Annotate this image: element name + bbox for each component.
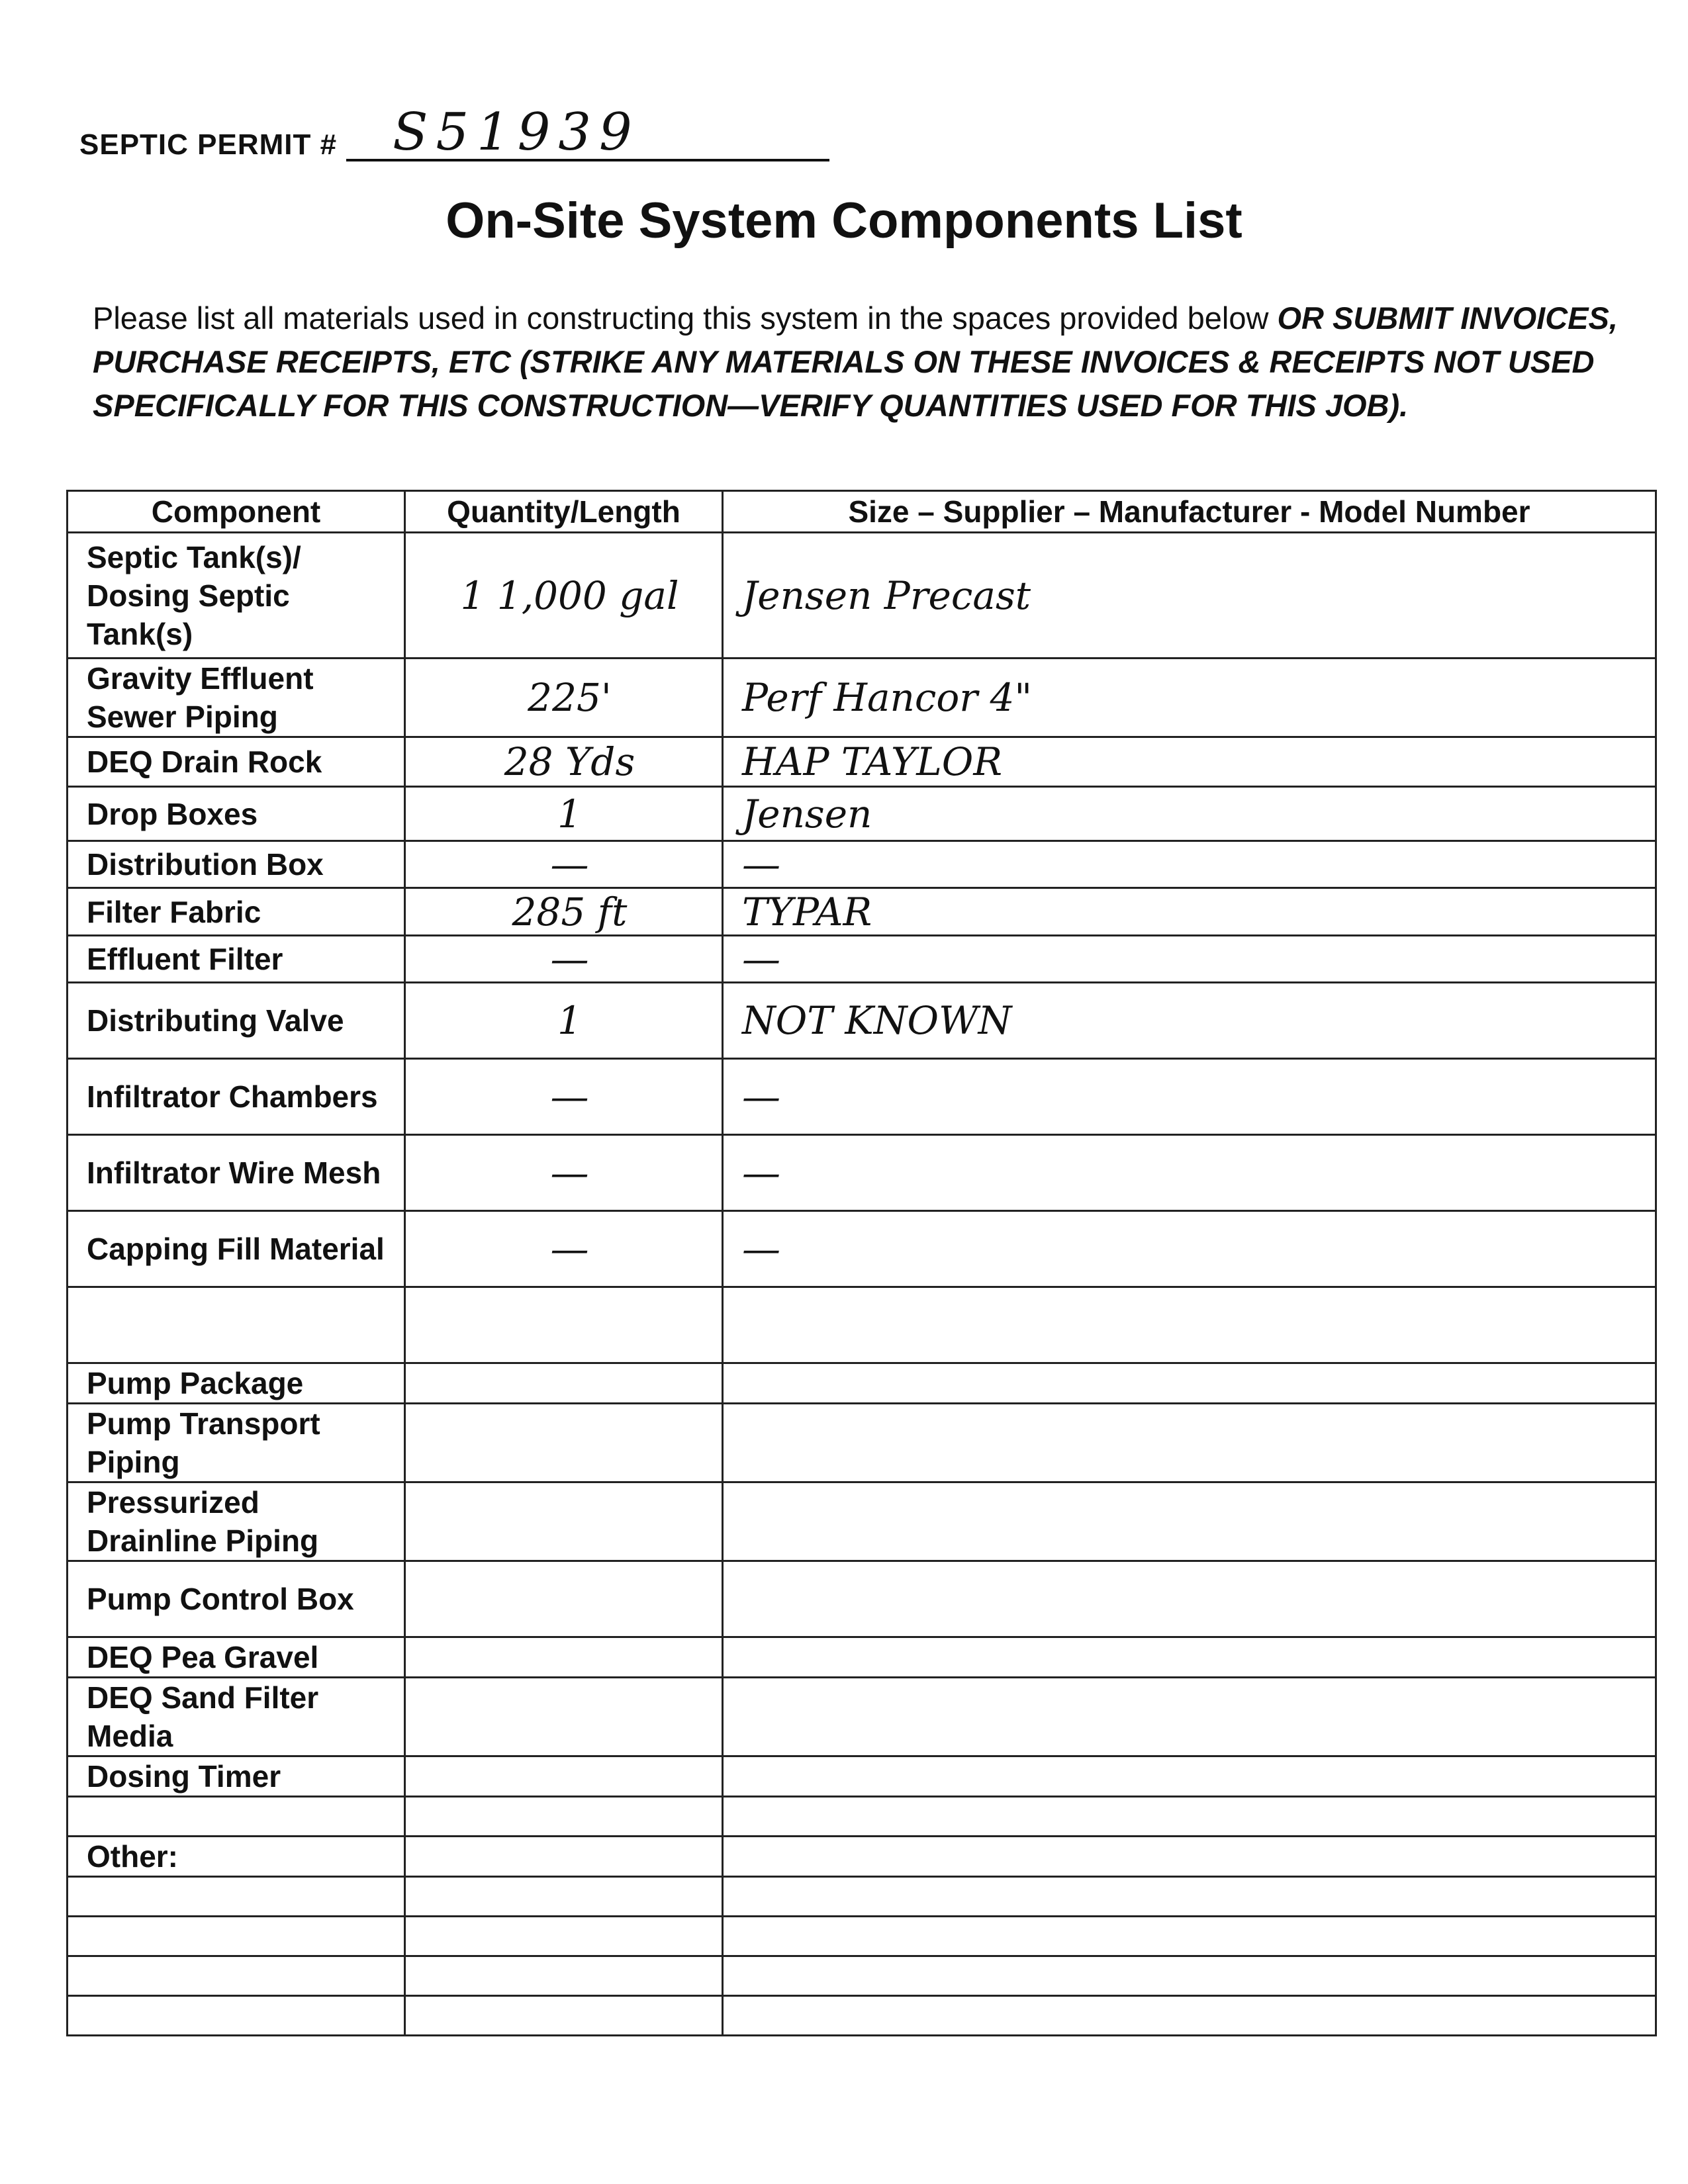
- quantity-cell[interactable]: [405, 1956, 723, 1996]
- component-name: Infiltrator Wire Mesh: [68, 1135, 405, 1211]
- details-cell[interactable]: [723, 1482, 1656, 1561]
- component-name: Capping Fill Material: [68, 1211, 405, 1287]
- details-cell[interactable]: [723, 1363, 1656, 1404]
- component-name: Infiltrator Chambers: [68, 1059, 405, 1135]
- table-row: [68, 1135, 1656, 1211]
- component-name: [68, 1797, 405, 1837]
- permit-label: SEPTIC PERMIT #: [79, 128, 338, 161]
- quantity-cell[interactable]: [405, 1363, 723, 1404]
- component-name: [68, 1877, 405, 1917]
- quantity-cell[interactable]: [405, 1678, 723, 1756]
- table-row: [68, 1482, 1656, 1561]
- component-name: [68, 1996, 405, 2036]
- table-row: [68, 1996, 1656, 2036]
- table-row: [68, 1837, 1656, 1877]
- table-row: [68, 1956, 1656, 1996]
- details-cell[interactable]: [723, 1404, 1656, 1482]
- details-cell[interactable]: [723, 1996, 1656, 2036]
- component-name: Distributing Valve: [68, 983, 405, 1059]
- details-cell[interactable]: [723, 1637, 1656, 1678]
- instructions: [93, 296, 1642, 428]
- component-name: Pressurized Drainline Piping: [68, 1482, 405, 1561]
- details-cell[interactable]: —: [723, 1135, 1656, 1211]
- component-name: DEQ Pea Gravel: [68, 1637, 405, 1678]
- table-row: [68, 936, 1656, 983]
- component-name: [68, 1917, 405, 1956]
- component-name: [68, 1287, 405, 1363]
- instructions-emphasis: OR SUBMIT INVOICES, PURCHASE RECEIPTS, ETC (STRIKE ANY MATERIALS ON THESE INVOICES & RECEIPTS NOT USED SPECIFICALLY FOR THIS CONSTRUCTION—VERIFY QUANTITIES USED FOR THIS JOB).: [93, 300, 1618, 423]
- component-name: Other:: [68, 1837, 405, 1877]
- table-row: [68, 1287, 1656, 1363]
- component-name: Gravity Effluent Sewer Piping: [68, 659, 405, 737]
- table-row: [68, 737, 1656, 787]
- form-title: On-Site System Components List: [445, 193, 1243, 249]
- table-body: [68, 533, 1656, 2036]
- details-cell[interactable]: TYPAR: [723, 888, 1656, 936]
- details-cell[interactable]: —: [723, 1059, 1656, 1135]
- table-row: [68, 888, 1656, 936]
- details-cell[interactable]: [723, 1877, 1656, 1917]
- column-header-component: Component: [68, 491, 405, 533]
- details-cell[interactable]: [723, 1837, 1656, 1877]
- quantity-cell[interactable]: 1 1,000 gal: [405, 533, 723, 659]
- details-cell[interactable]: [723, 1797, 1656, 1837]
- details-cell[interactable]: Jensen Precast: [723, 533, 1656, 659]
- column-header-details: Size – Supplier – Manufacturer - Model Number: [723, 491, 1656, 533]
- component-name: Pump Transport Piping: [68, 1404, 405, 1482]
- components-table: [66, 490, 1657, 2036]
- quantity-cell[interactable]: [405, 1996, 723, 2036]
- quantity-cell[interactable]: —: [405, 1135, 723, 1211]
- component-name: DEQ Sand Filter Media: [68, 1678, 405, 1756]
- quantity-cell[interactable]: [405, 1756, 723, 1797]
- details-cell[interactable]: NOT KNOWN: [723, 983, 1656, 1059]
- component-name: DEQ Drain Rock: [68, 737, 405, 787]
- component-name: Pump Package: [68, 1363, 405, 1404]
- component-name: Septic Tank(s)/ Dosing Septic Tank(s): [68, 533, 405, 659]
- quantity-cell[interactable]: [405, 1637, 723, 1678]
- instructions-lead: Please list all materials used in constructing this system in the spaces provided below: [93, 300, 1278, 336]
- details-cell[interactable]: [723, 1678, 1656, 1756]
- table-row: [68, 1877, 1656, 1917]
- quantity-cell[interactable]: [405, 1561, 723, 1637]
- component-name: Dosing Timer: [68, 1756, 405, 1797]
- quantity-cell[interactable]: 225': [405, 659, 723, 737]
- component-name: Effluent Filter: [68, 936, 405, 983]
- table-row: [68, 1404, 1656, 1482]
- table-row: [68, 533, 1656, 659]
- quantity-cell[interactable]: [405, 1287, 723, 1363]
- quantity-cell[interactable]: [405, 1837, 723, 1877]
- component-name: Filter Fabric: [68, 888, 405, 936]
- table-row: [68, 1363, 1656, 1404]
- table-row: [68, 787, 1656, 841]
- table-row: [68, 1678, 1656, 1756]
- component-name: Distribution Box: [68, 841, 405, 888]
- table-row: [68, 1561, 1656, 1637]
- table-row: [68, 983, 1656, 1059]
- table-row: [68, 841, 1656, 888]
- column-header-quantity: Quantity/Length: [405, 491, 723, 533]
- table-row: [68, 1756, 1656, 1797]
- component-name: [68, 1956, 405, 1996]
- quantity-cell[interactable]: —: [405, 1211, 723, 1287]
- details-cell[interactable]: Perf Hancor 4": [723, 659, 1656, 737]
- details-cell[interactable]: HAP TAYLOR: [723, 737, 1656, 787]
- quantity-cell[interactable]: 1: [405, 983, 723, 1059]
- details-cell[interactable]: [723, 1956, 1656, 1996]
- details-cell[interactable]: —: [723, 936, 1656, 983]
- quantity-cell[interactable]: 285 ft: [405, 888, 723, 936]
- table-header-row: [68, 491, 1656, 533]
- quantity-cell[interactable]: [405, 1797, 723, 1837]
- quantity-cell[interactable]: [405, 1404, 723, 1482]
- details-cell[interactable]: [723, 1917, 1656, 1956]
- quantity-cell[interactable]: —: [405, 841, 723, 888]
- component-name: Drop Boxes: [68, 787, 405, 841]
- table-row: [68, 1059, 1656, 1135]
- quantity-cell[interactable]: [405, 1482, 723, 1561]
- table-row: [68, 1637, 1656, 1678]
- quantity-cell[interactable]: [405, 1917, 723, 1956]
- table-row: [68, 1917, 1656, 1956]
- table-row: [68, 1797, 1656, 1837]
- details-cell[interactable]: —: [723, 841, 1656, 888]
- quantity-cell[interactable]: 28 Yds: [405, 737, 723, 787]
- details-cell[interactable]: [723, 1287, 1656, 1363]
- details-cell[interactable]: [723, 1561, 1656, 1637]
- permit-number-field[interactable]: S51939: [346, 106, 829, 161]
- component-name: Pump Control Box: [68, 1561, 405, 1637]
- quantity-cell[interactable]: 1: [405, 787, 723, 841]
- details-cell[interactable]: Jensen: [723, 787, 1656, 841]
- table-row: [68, 1211, 1656, 1287]
- details-cell[interactable]: [723, 1756, 1656, 1797]
- table-row: [68, 659, 1656, 737]
- permit-number-line: [79, 103, 829, 162]
- details-cell[interactable]: —: [723, 1211, 1656, 1287]
- quantity-cell[interactable]: —: [405, 1059, 723, 1135]
- quantity-cell[interactable]: —: [405, 936, 723, 983]
- quantity-cell[interactable]: [405, 1877, 723, 1917]
